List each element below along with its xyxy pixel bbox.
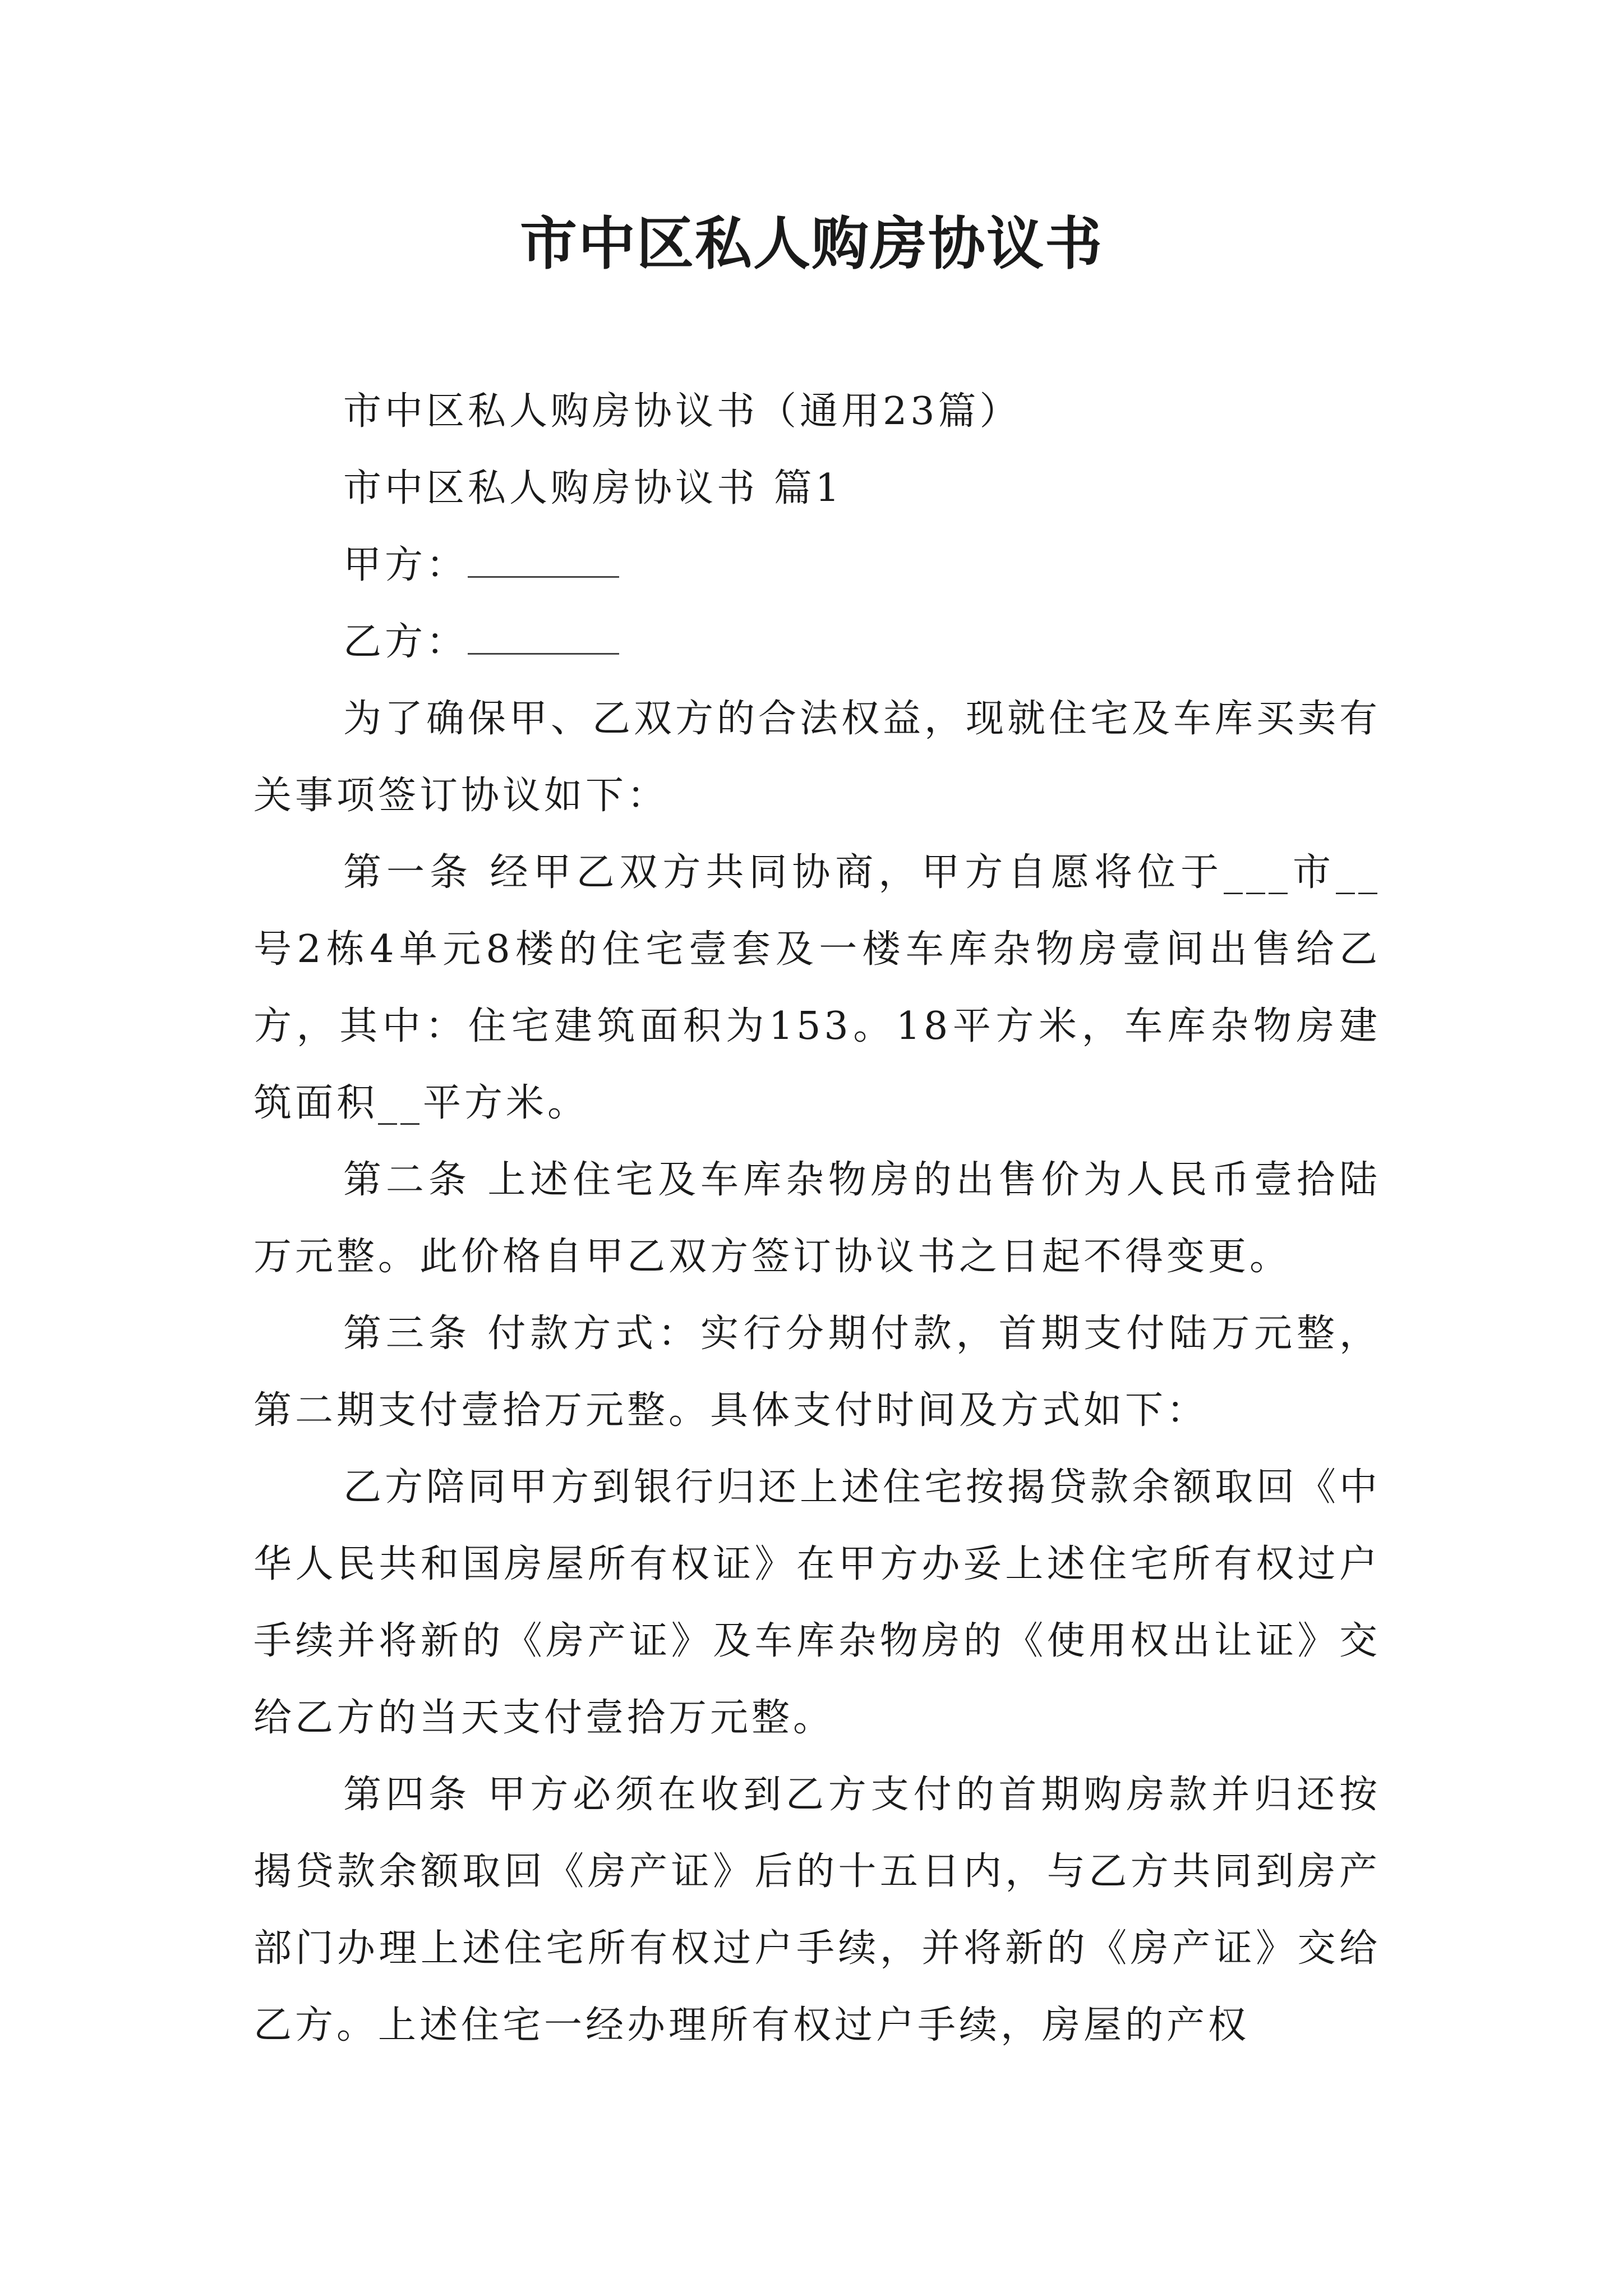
article-4-paragraph: 第四条 甲方必须在收到乙方支付的首期购房款并归还按揭贷款余额取回《房产证》后的十五日内，与乙方共同到房产部门办理上述住宅所有权过户手续，并将新的《房产证》交给乙方。上述住宅一经办理所有权过户手续，房屋的产权 — [253, 1773, 1381, 2047]
subtitle-paragraph: 市中区私人购房协议书（通用23篇） — [343, 389, 1021, 434]
party-b-label: 乙方： — [343, 620, 468, 664]
party-b-blank — [468, 619, 619, 655]
intro-paragraph: 为了确保甲、乙双方的合法权益，现就住宅及车库买卖有关事项签订协议如下： — [253, 697, 1381, 818]
article-1-paragraph: 第一条 经甲乙双方共同协商，甲方自愿将位于___市__号2栋4单元8楼的住宅壹套及一楼车库杂物房壹间出售给乙方，其中：住宅建筑面积为153。18平方米，车库杂物房建筑面积__平方米。 — [253, 850, 1381, 1125]
document-body — [253, 373, 1381, 2064]
party-a-blank — [468, 542, 619, 578]
party-a-line — [253, 527, 1381, 604]
section-heading: 市中区私人购房协议书 篇1 — [343, 466, 843, 510]
party-b-line — [253, 604, 1381, 680]
article-3-paragraph: 第三条 付款方式：实行分期付款，首期支付陆万元整，第二期支付壹拾万元整。具体支付时间及方式如下： — [253, 1312, 1381, 1433]
party-a-label: 甲方： — [343, 543, 468, 587]
article-2-paragraph: 第二条 上述住宅及车库杂物房的出售价为人民币壹拾陆万元整。此价格自甲乙双方签订协议书之日起不得变更。 — [253, 1158, 1381, 1279]
document-title: 市中区私人购房协议书 — [520, 210, 1103, 278]
payment-detail-paragraph: 乙方陪同甲方到银行归还上述住宅按揭贷款余额取回《中华人民共和国房屋所有权证》在甲方办妥上述住宅所有权过户手续并将新的《房产证》及车库杂物房的《使用权出让证》交给乙方的当天支付壹拾万元整。 — [253, 1465, 1381, 1740]
